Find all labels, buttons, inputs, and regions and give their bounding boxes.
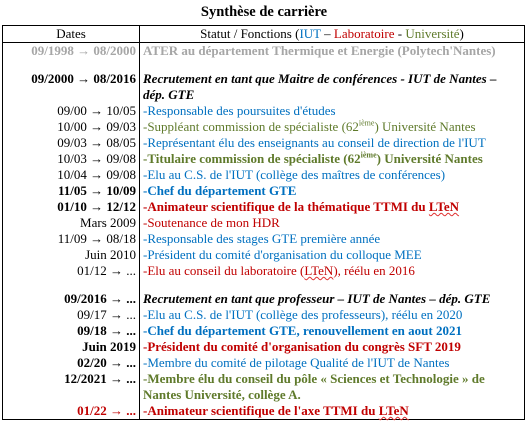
status-cell [140,263,525,279]
legend-sep: - [394,26,406,41]
date-cell: 11/09 → 08/18 [3,231,140,247]
gap-cell [3,59,140,71]
status-cell: Recrutement en tant que Maitre de conférences - IUT de Nantes – dép. GTE [143,71,497,102]
table-row [3,339,525,355]
status-cell: ATER au département Thermique et Energie (Polytech'Nantes) [143,43,496,58]
status-cell: -Responsable des stages GTE première année [143,231,381,246]
status-cell: -Membre élu du conseil du pôle « Sciences et Technologie » de Nantes Université, collège A. [143,371,485,402]
table-row [3,43,525,60]
table-row [3,103,525,119]
date-cell: 09/17 → ... [3,307,140,323]
gap-cell [140,59,525,71]
date-cell: 10/03 → 09/08 [3,151,140,167]
status-cell: -Président du comité d'organisation du congrès SFT 2019 [143,339,461,354]
status-cell [140,151,525,167]
status-cell: -Soutenance de mon HDR [143,215,280,230]
date-cell: 09/2016 → ... [3,291,140,307]
date-cell: 10/00 → 09/03 [3,119,140,135]
date-cell: 09/1998 → 08/2000 [3,43,140,60]
table-row [3,231,525,247]
status-text: -Animateur scientifique de la thématique TTMI du [143,199,429,214]
table-row [3,199,525,215]
section-gap [3,59,525,71]
table-row [3,71,525,103]
legend-sep: – [320,26,334,41]
status-text: -Titulaire commission de spécialiste (62 [143,151,361,166]
lab-acronym: LTeN [304,263,334,278]
table-row [3,183,525,199]
table-row [3,323,525,339]
legend-close: ) [459,26,464,41]
superscript: ième [358,118,375,128]
status-header [140,26,525,43]
date-cell: 09/18 → ... [3,323,140,339]
page-title: Synthèse de carrière [200,4,328,20]
lab-acronym: LTeN [378,403,409,418]
table-row [3,135,525,151]
date-cell: Juin 2019 [3,339,140,355]
career-table [2,25,525,420]
status-cell: -Représentant élu des enseignants au conseil de direction de l'IUT [143,135,486,150]
date-cell: 02/20 → ... [3,355,140,371]
table-row [3,403,525,420]
status-cell: -Elu au C.S. de l'IUT (collège des professeurs), réélu en 2020 [143,307,463,322]
table-row [3,215,525,231]
table-row [3,167,525,183]
table-row [3,371,525,403]
status-text: ) Université Nantes [374,119,476,134]
status-text: -Suppléant commission de spécialiste (62 [143,119,359,134]
status-text: ) Université Nantes [376,151,483,166]
status-cell [140,119,525,135]
date-cell: 10/04 → 09/08 [3,167,140,183]
status-cell: -Elu au C.S. de l'IUT (collège des maîtres de conférences) [143,167,446,182]
status-cell: -Chef du département GTE, renouvellement en aout 2021 [143,323,462,338]
legend-lab: Laboratoire [333,26,395,41]
status-cell [140,403,525,420]
table-row [3,151,525,167]
date-cell: 12/2021 → ... [3,371,140,403]
gap-cell [3,279,140,291]
lab-acronym: LTeN [428,199,460,214]
date-cell: 01/12 → ... [3,263,140,279]
date-cell: 11/05 → 10/09 [3,183,140,199]
table-row [3,119,525,135]
date-cell: 01/10 → 12/12 [3,199,140,215]
table-header-row [3,26,525,43]
status-cell: -Responsable des poursuites d'études [143,103,336,118]
status-cell [140,199,525,215]
date-cell: 09/2000 → 08/2016 [3,71,140,103]
status-text: -Animateur scientifique de l'axe TTMI du [143,403,379,418]
dates-header: Dates [3,26,140,43]
status-cell: -Membre du comité de pilotage Qualité de l'IUT de Nantes [143,355,450,370]
date-cell: Mars 2009 [3,215,140,231]
career-body [3,43,525,420]
legend-iut: IUT [299,26,321,41]
table-row [3,291,525,307]
table-row [3,263,525,279]
date-cell: Juin 2010 [3,247,140,263]
table-row [3,247,525,263]
date-cell: 09/03 → 08/05 [3,135,140,151]
legend-univ: Université [405,26,460,41]
status-cell: -Président du comité d'organisation du colloque MEE [143,247,422,262]
status-cell: Recrutement en tant que professeur – IUT de Nantes – dép. GTE [143,291,491,306]
table-row [3,307,525,323]
status-cell: -Chef du département GTE [143,183,297,198]
superscript: ième [360,150,377,160]
date-cell: 09/00 → 10/05 [3,103,140,119]
section-gap [3,279,525,291]
table-row [3,355,525,371]
date-cell: 01/22 → ... [3,403,140,420]
status-text: ), réélu en 2016 [333,263,415,278]
status-text: -Elu au conseil du laboratoire ( [143,263,305,278]
gap-cell [140,279,525,291]
status-header-label: Statut / Fonctions ( [200,26,300,41]
